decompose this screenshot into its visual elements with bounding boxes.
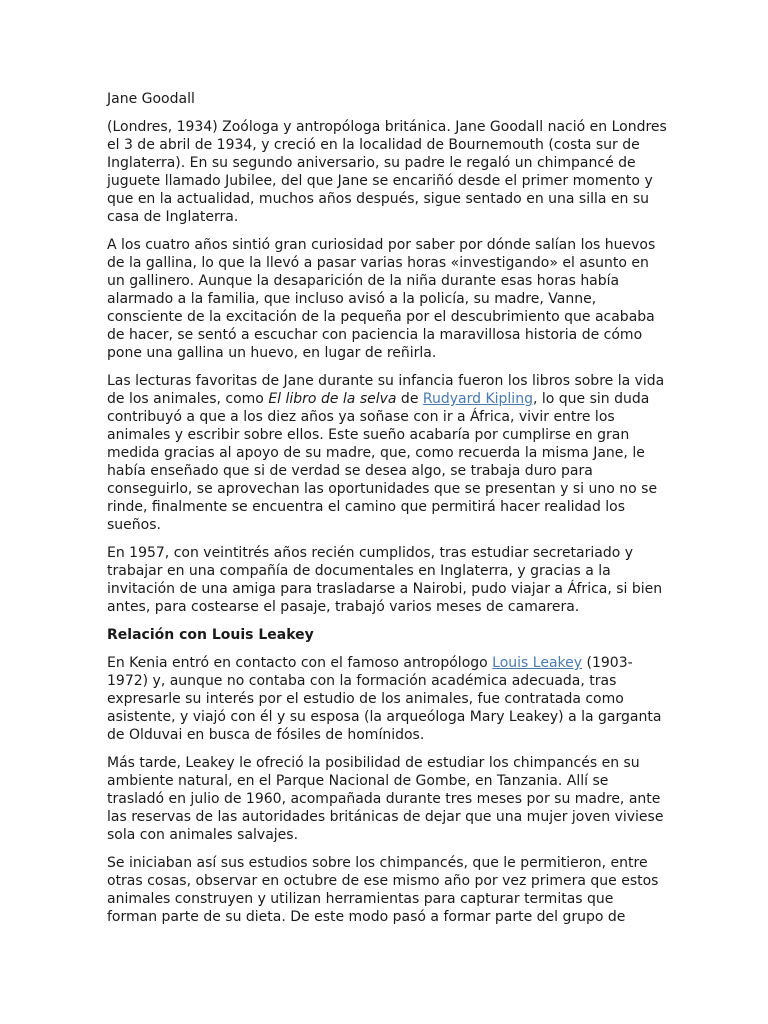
paragraph-kenia-text-b: (1903-1972) y, aunque no contaba con la formación académica adecuada, tras expresarle su interés por el estudio de los animales, fue contratada como asistente, y viajó con él y su esposa (la arqueóloga Mary Leakey) a la garganta de Olduvai en busca de fósiles de homínidos. [107,655,662,743]
paragraph-readings [107,372,667,534]
paragraph-gombe: Más tarde, Leakey le ofreció la posibilidad de estudiar los chimpancés en su ambiente natural, en el Parque Nacional de Gombe, en Tanzania. Allí se trasladó en julio de 1960, acompañada durante tres meses por su madre, ante las reservas de las autoridades británicas de dejar que una mujer joven viviese sola con animales salvajes. [107,755,664,843]
link-rudyard-kipling[interactable]: Rudyard Kipling [422,391,533,407]
section-heading: Relación con Louis Leakey [107,627,314,643]
paragraph-readings-text-b: de [396,391,423,407]
paragraph-childhood: A los cuatro años sintió gran curiosidad por saber por dónde salían los huevos de la gallina, lo que la llevó a pasar varias horas «investigando» el asunto en un gallinero. Aunque la desaparición de la niña durante esas horas había alarmado a la familia, que incluso avisó a la policía, su madre, Vanne, consciente de la excitación de la pequeña por el descubrimiento que acababa de hacer, se sentó a escuchar con paciencia la maravillosa historia de cómo pone una gallina un huevo, en lugar de reñirla. [107,237,656,361]
paragraph-africa-trip: En 1957, con veintitrés años recién cumplidos, tras estudiar secretariado y trabajar en una compañía de documentales en Inglaterra, y gracias a la invitación de una amiga para trasladarse a Nairobi, pudo viajar a África, si bien antes, para costearse el pasaje, trabajó varios meses de camarera. [107,545,663,615]
document-title: Jane Goodall [107,91,195,107]
paragraph-kenia-text-a: En Kenia entró en contacto con el famoso antropólogo [107,655,493,671]
paragraph-studies: Se iniciaban así sus estudios sobre los chimpancés, que le permitieron, entre otras cosas, observar en octubre de ese mismo año por vez primera que estos animales construyen y utilizan herramientas para capturar termitas que forman parte de su dieta. De este modo pasó a formar parte del grupo de [107,855,659,925]
paragraph-readings-text-a: Las lecturas favoritas de Jane durante su infancia fueron los libros sobre la vida de los animales, como [107,373,665,407]
book-title: El libro de la selva [268,391,397,407]
link-louis-leakey[interactable]: Louis Leakey [492,655,583,671]
paragraph-kenia [107,654,667,744]
paragraph-intro: (Londres, 1934) Zoóloga y antropóloga británica. Jane Goodall nació en Londres el 3 de abril de 1934, y creció en la localidad de Bournemouth (costa sur de Inglaterra). En su segundo aniversario, su padre le regaló un chimpancé de juguete llamado Jubilee, del que Jane se encariñó desde el primer momento y que en la actualidad, muchos años después, sigue sentado en una silla en su casa de Inglaterra. [107,119,667,225]
paragraph-readings-text-c: , lo que sin duda contribuyó a que a los diez años ya soñase con ir a África, vivir entre los animales y escribir sobre ellos. Este sueño acabaría por cumplirse en gran medida gracias al apoyo de su madre, que, como recuerda la misma Jane, le había enseñado que si de verdad se desea algo, se trabaja duro para conseguirlo, se aprovechan las oportunidades que se presentan y si uno no se rinde, finalmente se encuentra el camino que permitirá hacer realidad los sueños. [107,391,658,533]
document-page [107,90,667,936]
